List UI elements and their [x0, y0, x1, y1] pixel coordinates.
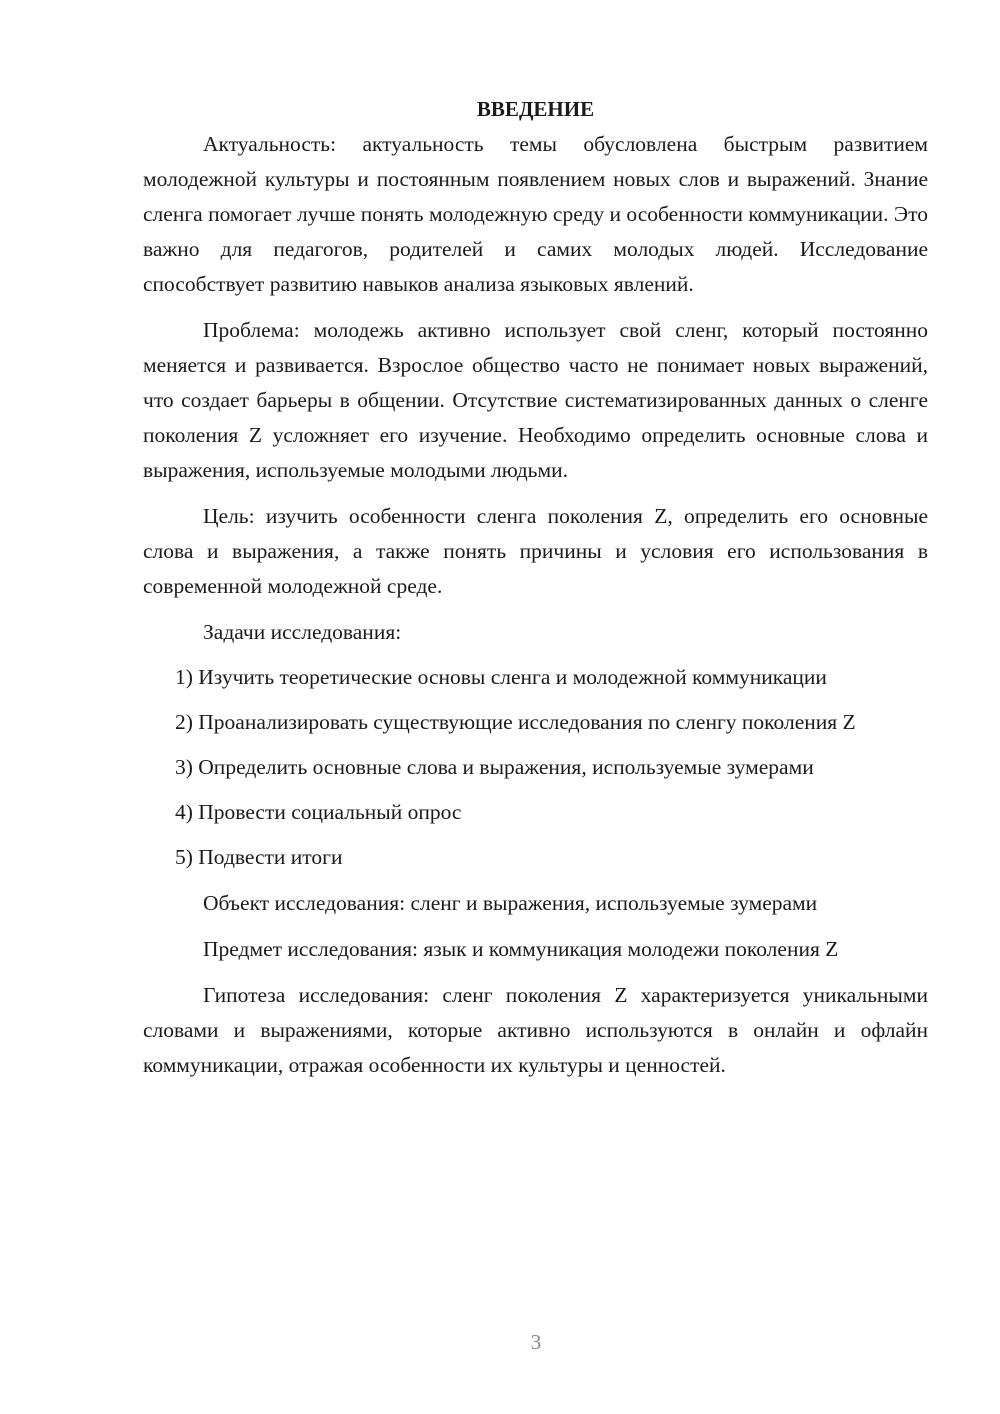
subject-paragraph: Предмет исследования: язык и коммуникация молодежи поколения Z — [203, 937, 839, 961]
hypothesis-paragraph: Гипотеза исследования: сленг поколения Z характеризуется уникальными словами и выражениями, которые активно используются в онлайн и офлайн коммуникации, отражая особенности их культуры и ценностей. — [143, 983, 928, 1077]
task-item-3: 3) Определить основные слова и выражения, используемые зумерами — [175, 755, 814, 779]
page-title: ВВЕДЕНИЕ — [476, 97, 595, 121]
document-page — [143, 92, 928, 1083]
tasks-heading: Задачи исследования: — [203, 620, 402, 644]
relevance-paragraph: Актуальность: актуальность темы обусловлена быстрым развитием молодежной культуры и постоянным появлением новых слов и выражений. Знание сленга помогает лучше понять молодежную среду и особенности коммуникации. Это важно для педагогов, родителей и самих молодых людей. Исследование способствует развитию навыков анализа языковых явлений. — [143, 132, 928, 296]
task-item-2: 2) Проанализировать существующие исследования по сленгу поколения Z — [175, 710, 856, 734]
page-number: 3 — [530, 1330, 542, 1354]
task-item-1: 1) Изучить теоретические основы сленга и молодежной коммуникации — [175, 665, 827, 689]
object-paragraph: Объект исследования: сленг и выражения, используемые зумерами — [203, 891, 818, 915]
goal-paragraph: Цель: изучить особенности сленга поколения Z, определить его основные слова и выражения, а также понять причины и условия его использования в современной молодежной среде. — [143, 504, 928, 598]
problem-paragraph: Проблема: молодежь активно использует свой сленг, который постоянно меняется и развивается. Взрослое общество часто не понимает новых выражений, что создает барьеры в общении. Отсутствие систематизированных данных о сленге поколения Z усложняет его изучение. Необходимо определить основные слова и выражения, используемые молодыми людьми. — [143, 318, 928, 482]
task-item-5: 5) Подвести итоги — [175, 845, 343, 869]
task-item-4: 4) Провести социальный опрос — [175, 800, 462, 824]
